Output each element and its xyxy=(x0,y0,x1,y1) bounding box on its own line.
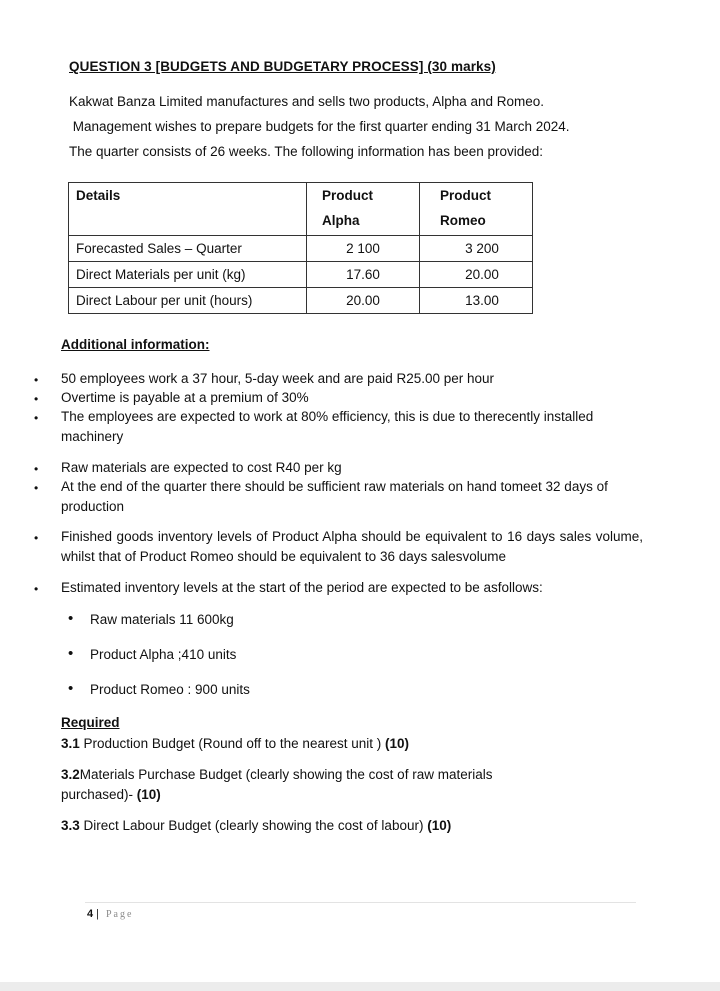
header-details-label: Details xyxy=(76,188,121,203)
header-details xyxy=(69,183,307,236)
bullet-text: Overtime is payable at a premium of 30% xyxy=(61,390,309,405)
question-number: 3.3 xyxy=(61,818,80,833)
required-heading: Required xyxy=(61,715,120,730)
question-text: Production Budget (Round off to the nearest unit ) xyxy=(79,736,385,751)
row-label: Forecasted Sales – Quarter xyxy=(69,236,307,262)
product-info-table xyxy=(68,182,533,314)
table-row xyxy=(69,262,533,288)
header-romeo-line1: Product xyxy=(440,188,492,203)
sub-bullet-icon: • xyxy=(68,645,74,662)
question-3-3 xyxy=(61,816,451,836)
question-marks: (10) xyxy=(384,736,409,751)
bullet-icon: • xyxy=(34,462,39,476)
question-3-2 xyxy=(61,765,531,805)
row-romeo-value: 20.00 xyxy=(420,262,533,288)
bullet-text: At the end of the quarter there should be sufficient raw materials on hand tomeet 32 days of production xyxy=(61,479,608,514)
table-row xyxy=(69,236,533,262)
sub-bullet-text: Product Romeo : 900 units xyxy=(90,682,250,697)
intro-line-3: The quarter consists of 26 weeks. The following information has been provided: xyxy=(69,144,544,159)
bullet-icon: • xyxy=(34,373,39,387)
row-label: Direct Labour per unit (hours) xyxy=(69,288,307,314)
row-romeo-value: 3 200 xyxy=(420,236,533,262)
header-alpha-line1: Product xyxy=(322,188,374,203)
question-text: Direct Labour Budget (clearly showing the cost of labour) xyxy=(79,818,428,833)
question-title: QUESTION 3 [BUDGETS AND BUDGETARY PROCESS] (30 marks) xyxy=(69,59,496,74)
header-alpha-line2: Alpha xyxy=(322,213,360,228)
page-number: 4 xyxy=(87,908,94,920)
additional-info-heading: Additional information: xyxy=(61,337,210,352)
table-header-row xyxy=(69,183,533,236)
bullet-icon: • xyxy=(34,392,39,406)
row-label: Direct Materials per unit (kg) xyxy=(69,262,307,288)
page-word: Page xyxy=(106,909,134,920)
bottom-band xyxy=(0,982,720,991)
question-marks: (10) xyxy=(136,787,161,802)
question-3-1 xyxy=(61,734,409,754)
bullet-text: Finished goods inventory levels of Product Alpha should be equivalent to 16 days sales volume, whilst that of Product Romeo should be equivalent to 36 days salesvolume xyxy=(61,529,643,564)
row-alpha-value: 2 100 xyxy=(307,236,420,262)
header-romeo-line2: Romeo xyxy=(440,213,486,228)
question-number: 3.2 xyxy=(61,767,80,782)
table-row xyxy=(69,288,533,314)
bullet-icon: • xyxy=(34,481,39,495)
sub-bullet-text: Raw materials 11 600kg xyxy=(90,612,234,627)
question-marks: (10) xyxy=(427,818,452,833)
bullet-text: Raw materials are expected to cost R40 per kg xyxy=(61,460,342,475)
row-romeo-value: 13.00 xyxy=(420,288,533,314)
question-number: 3.1 xyxy=(61,736,80,751)
header-product-romeo xyxy=(420,183,533,236)
page-separator: | xyxy=(96,908,99,920)
bullet-icon: • xyxy=(34,411,39,425)
bullet-text: 50 employees work a 37 hour, 5-day week and are paid R25.00 per hour xyxy=(61,371,495,386)
header-product-alpha xyxy=(307,183,420,236)
bullet-icon: • xyxy=(34,531,39,545)
sub-bullet-text: Product Alpha ;410 units xyxy=(90,647,237,662)
intro-line-1: Kakwat Banza Limited manufactures and sells two products, Alpha and Romeo. xyxy=(69,94,545,109)
bullet-icon: • xyxy=(34,582,39,596)
row-alpha-value: 17.60 xyxy=(307,262,420,288)
bullet-text: The employees are expected to work at 80% efficiency, this is due to therecently installed machinery xyxy=(61,409,594,444)
sub-bullet-icon: • xyxy=(68,610,74,627)
question-text: Materials Purchase Budget (clearly showing the cost of raw materials purchased)- xyxy=(61,767,493,802)
bullet-text: Estimated inventory levels at the start of the period are expected to be asfollows: xyxy=(61,580,543,595)
sub-bullet-icon: • xyxy=(68,680,74,697)
intro-line-2: Management wishes to prepare budgets for the first quarter ending 31 March 2024. xyxy=(69,119,570,134)
footer-divider xyxy=(85,902,636,903)
row-alpha-value: 20.00 xyxy=(307,288,420,314)
